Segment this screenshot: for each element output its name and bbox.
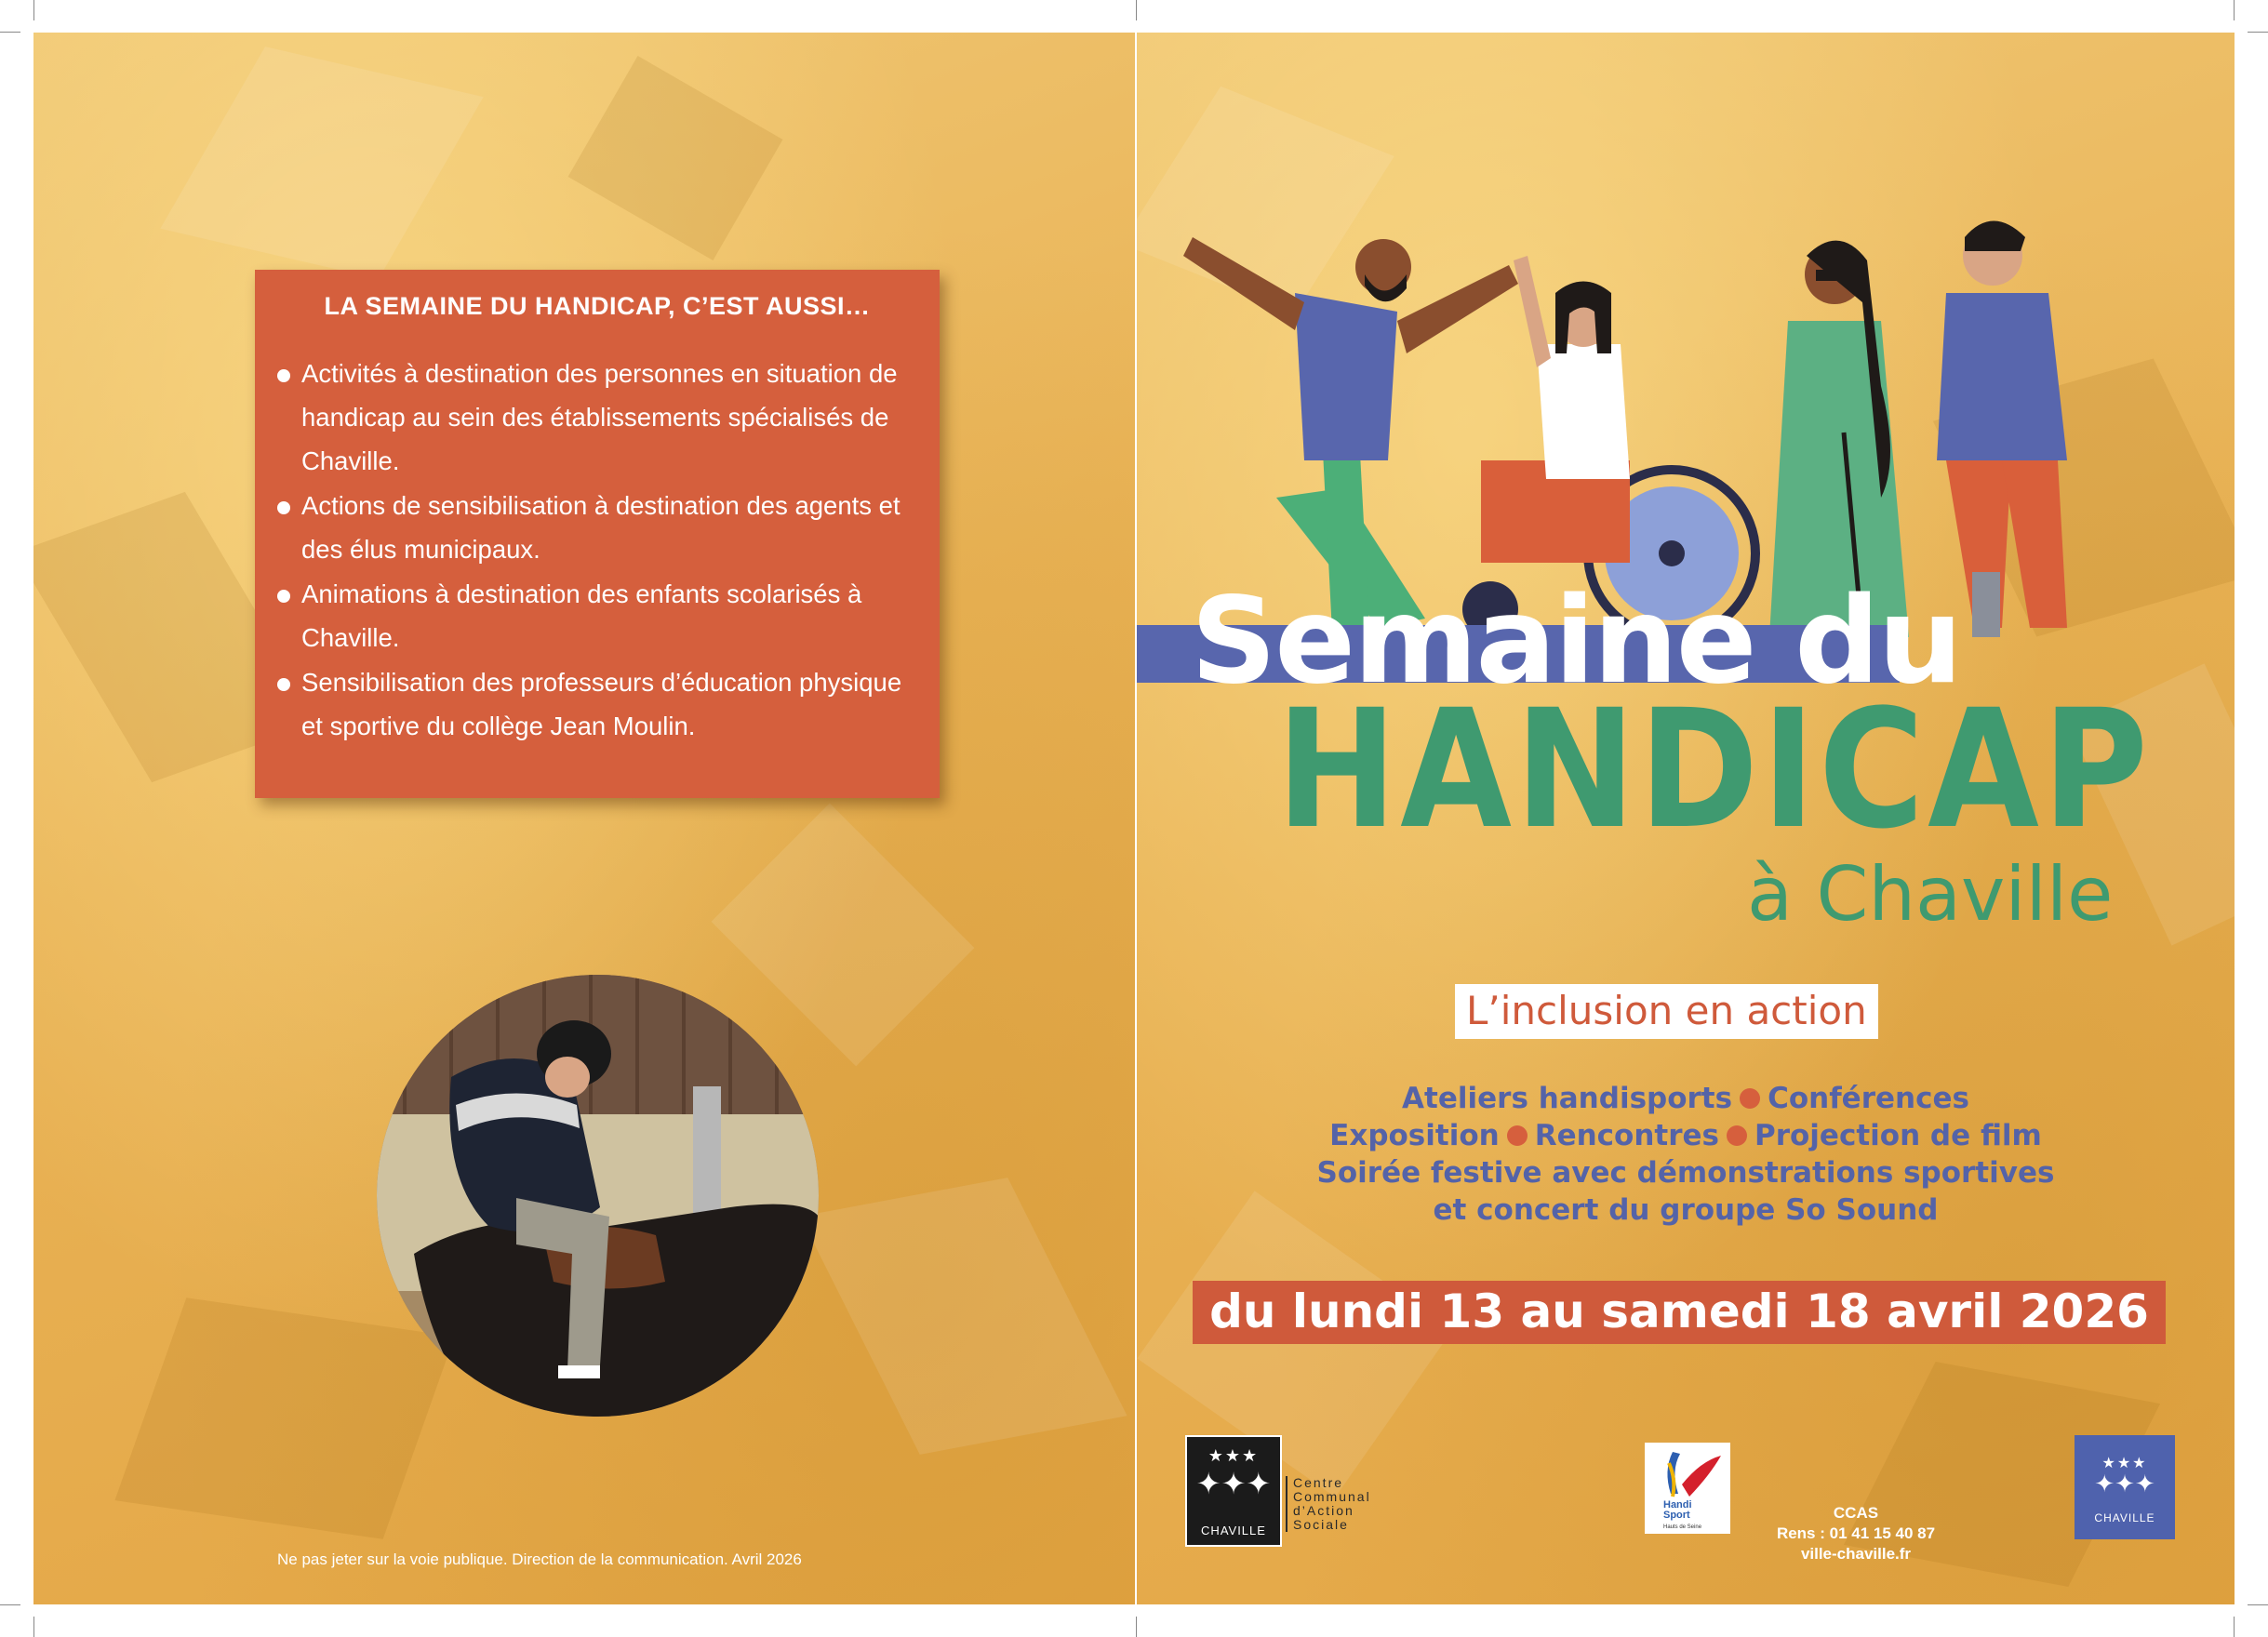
handisport-logo [1645, 1443, 1730, 1534]
handisport-line-3: Hauts de Seine [1663, 1524, 1702, 1530]
activity-item: Exposition [1329, 1119, 1500, 1152]
contact-phone: Rens : 01 41 15 40 87 [1776, 1524, 1936, 1542]
ccas-logo-name: CHAVILLE [1201, 1524, 1266, 1537]
front-cover-panel [1137, 33, 2235, 1604]
handisport-icon [1645, 1443, 1730, 1534]
ccas-logo [1185, 1435, 1282, 1547]
info-box-title: LA SEMAINE DU HANDICAP, C’EST AUSSI… [324, 292, 871, 320]
bullet-icon [1727, 1125, 1747, 1146]
ccas-text-line: d’Action [1293, 1503, 1354, 1518]
activity-item: Conférences [1768, 1082, 1969, 1115]
bullet-icon [277, 501, 290, 514]
horse-riding-photo [377, 975, 819, 1417]
info-list [275, 352, 921, 749]
bullet-icon [1507, 1125, 1528, 1146]
chaville-logo-name: CHAVILLE [2094, 1511, 2155, 1524]
figures-icon: ✦✦✦ [1195, 1466, 1272, 1501]
activity-item: Ateliers handisports [1402, 1082, 1733, 1115]
activities-line [1137, 1080, 2235, 1117]
background-facet [800, 1178, 1127, 1455]
crop-mark [0, 1604, 20, 1605]
figures-icon: ✦✦✦ [2094, 1471, 2155, 1498]
ccas-text-line: Centre [1293, 1475, 1344, 1490]
bullet-icon [1740, 1088, 1760, 1109]
bullet-icon [277, 678, 290, 691]
crop-mark [2248, 32, 2268, 33]
chaville-logo [2075, 1435, 2175, 1539]
bullet-icon [277, 369, 290, 382]
contact-info [1740, 1503, 1972, 1564]
crop-mark [33, 1617, 34, 1637]
bullet-icon [277, 590, 290, 603]
activity-item: Soirée festive avec démonstrations sportives [1316, 1156, 2055, 1190]
crop-mark [1136, 1617, 1137, 1637]
title-line-1: Semaine du [1191, 572, 1961, 711]
activities-line [1137, 1191, 2235, 1229]
title-line-2: HANDICAP [1276, 674, 2152, 865]
list-item-text: Activités à destination des personnes en situation de handicap au sein des établissements spécialisés de Chaville. [301, 359, 898, 475]
handisport-line-1: Handi [1663, 1499, 1692, 1511]
title-line-3: à Chaville [1747, 851, 2114, 938]
background-facet [114, 1298, 454, 1539]
ccas-logo-text [1286, 1476, 1395, 1532]
crop-mark [1136, 0, 1137, 20]
list-item [275, 660, 921, 748]
tagline: L’inclusion en action [1455, 984, 1878, 1039]
list-item [275, 484, 921, 571]
background-facet [160, 47, 483, 279]
list-item-text: Actions de sensibilisation à destination des agents et des élus municipaux. [301, 491, 901, 564]
crop-mark [2234, 0, 2235, 20]
activity-item: Rencontres [1534, 1119, 1719, 1152]
crop-mark [33, 0, 34, 20]
activities-line [1137, 1117, 2235, 1154]
stars-icon: ★★★ [1207, 1446, 1260, 1466]
contact-org: CCAS [1833, 1504, 1879, 1522]
activities-line [1137, 1154, 2235, 1191]
list-item-text: Animations à destination des enfants scolarisés à Chaville. [301, 579, 862, 652]
activity-item: et concert du groupe So Sound [1433, 1193, 1939, 1227]
horse-riding-illustration [377, 975, 819, 1417]
activity-item: Projection de film [1754, 1119, 2042, 1152]
background-facet [568, 56, 783, 260]
info-box [255, 270, 940, 798]
crop-mark [2234, 1617, 2235, 1637]
handisport-line-2: Sport [1663, 1510, 1690, 1521]
crop-mark [0, 32, 20, 33]
ccas-text-line: Sociale [1293, 1517, 1349, 1532]
background-facet [712, 804, 975, 1067]
crop-mark [2248, 1604, 2268, 1605]
list-item [275, 572, 921, 659]
stars-icon: ★★★ [2101, 1454, 2148, 1471]
list-item [275, 352, 921, 483]
footer-note: Ne pas jeter sur la voie publique. Direction de la communication. Avril 2026 [277, 1550, 802, 1568]
ccas-text-line: Communal [1293, 1489, 1371, 1504]
contact-website: ville-chaville.fr [1800, 1545, 1912, 1563]
back-cover-panel [33, 33, 1135, 1604]
list-item-text: Sensibilisation des professeurs d’éducation physique et sportive du collège Jean Moulin. [301, 668, 902, 740]
event-dates: du lundi 13 au samedi 18 avril 2026 [1193, 1281, 2166, 1344]
activities-list [1137, 1080, 2235, 1229]
